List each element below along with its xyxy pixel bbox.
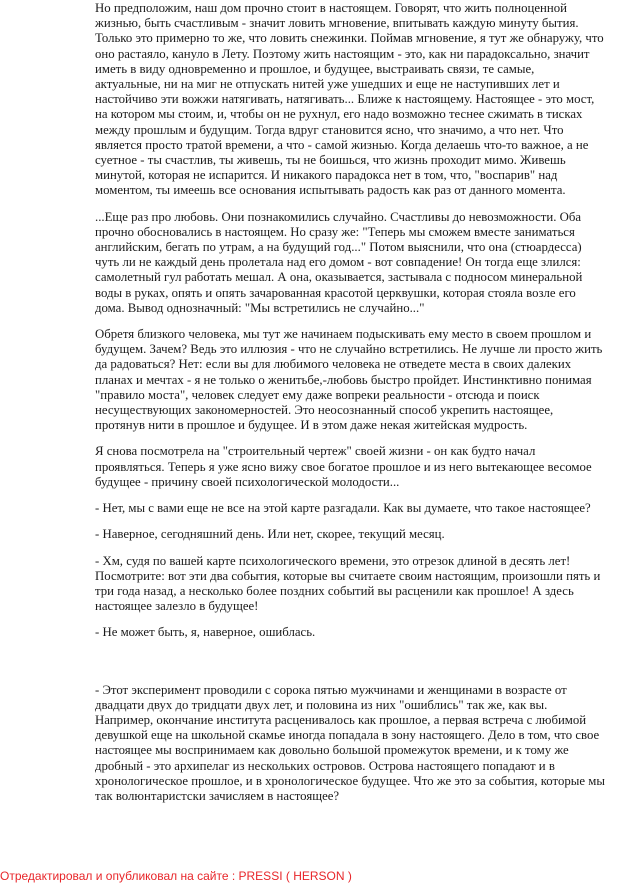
text-line: планах и мечтах - я не только о женитьбе,-любовь быстро пройдет. Инстинктивно понимая — [95, 372, 592, 387]
text-line: настоящее залезло в будущее! — [95, 599, 259, 614]
paragraph — [95, 527, 615, 542]
text-line: так волюнтаристски зачисляем в настоящее? — [95, 788, 340, 803]
text-line: - Нет, мы с вами еще не все на этой карте разгадали. Как вы думаете, что такое настоящее? — [95, 501, 591, 516]
text-line: - Этот эксперимент проводили с сорока пятью мужчинами и женщинами в возрасте от — [95, 682, 567, 697]
text-line: актуальные, ни на миг не отпускать нитей уже ушедших и еще не наступивших лет и — [95, 77, 560, 92]
text-line: настойчиво эти вожжи натягивать, натягивать... Ближе к настоящему. Настоящее - это мост, — [95, 92, 595, 107]
text-line: - Хм, судя по вашей карте психологического времени, это отрезок длиной в десять лет! — [95, 553, 571, 568]
text-line: несуществующих закономерностей. Это неосознанный способ укрепить настоящее, — [95, 403, 554, 418]
text-line: минутой, которая не испарится. И никакого парадокса нет в том, что, "воспарив" над — [95, 168, 558, 183]
text-line: Посмотрите: вот эти два события, которые вы считаете своим настоящим, произошли пять и — [95, 568, 601, 583]
text-line: на котором мы стоим, и, чтобы он не рухнул, его надо возможно теснее сжимать в тисках — [95, 107, 583, 122]
text-line: английским, бегать по утрам, а на будущий год..." Потом выяснили, что она (стюардесса) — [95, 240, 582, 255]
text-line: прочно обосновались в настоящем. Но сразу же: "Теперь мы сможем вместе заниматься — [95, 224, 575, 239]
text-line: будущем. Зачем? Ведь это иллюзия - что не случайно встретились. Не лучше ли просто жить — [95, 342, 603, 357]
paragraph — [95, 1, 615, 199]
text-line: девушкой еще на школьной скамье иногда попадала в зону настоящего. Дело в том, что свое — [95, 728, 600, 743]
text-line: является просто тратой времени, а что - самой жизнью. Когда делаешь что-то важное, а не — [95, 137, 589, 152]
paragraph — [95, 327, 615, 433]
paragraph — [95, 625, 615, 640]
text-line: двадцати двух до тридцати двух лет, и половина из них "ошиблись" так же, как вы. — [95, 697, 548, 712]
text-line: настоящее мы воспринимаем как довольно большой промежуток времени, и к тому же — [95, 743, 569, 758]
text-line: дома. Вывод однозначный: "Мы встретились не случайно..." — [95, 300, 425, 315]
text-line: будущее - причину своей психологической молодости... — [95, 474, 400, 489]
text-line: Я снова посмотрела на "строительный чертеж" своей жизни - он как будто начал — [95, 444, 536, 459]
text-line: протянув нити в прошлое и будущее. И в этом даже некая житейская мудрость. — [95, 418, 528, 433]
text-line: Но предположим, наш дом прочно стоит в настоящем. Говорят, что жить полноценной — [95, 1, 567, 15]
document-body — [95, 1, 615, 815]
text-line: жизнью, быть счастливым - значит ловить мгновение, впитывать каждую минуту бытия. — [95, 16, 579, 31]
text-line: хронологическое прошлое, и в хронологическое будущее. Что же это за события, которые мы — [95, 773, 605, 788]
text-line: проявляться. Теперь я уже ясно вижу свое богатое прошлое и из него вытекающее весомое — [95, 459, 592, 474]
text-line: дробный - это архипелаг из нескольких островов. Острова настоящего попадают и в — [95, 758, 555, 773]
publisher-footer: Отредактировал и опубликовал на сайте : PRESSI ( HERSON ) — [0, 869, 352, 883]
text-line: - Наверное, сегодняшний день. Или нет, скорее, текущий месяц. — [95, 527, 445, 542]
text-line: чуть ли не каждый день пролетала над его домом - вот совпадение! Он тогда еще злился: — [95, 255, 581, 270]
text-line: самолетный гул работать мешал. А она, оказывается, застывала с подносом минеральной — [95, 270, 583, 285]
text-line: иметь в виду одновременно и прошлое, и будущее, выстраивать связи, те самые, — [95, 61, 535, 76]
text-line: воды в руках, опять и опять зачарованная красотой церквушки, которая стояла возле его — [95, 285, 576, 300]
text-line: - Не может быть, я, наверное, ошиблась. — [95, 625, 316, 640]
text-line: Только это примерно то же, что ловить снежинки. Поймав мгновение, я тут же обнаружу, что — [95, 31, 604, 46]
paragraph — [95, 444, 615, 490]
text-line: "правило моста", человек следует ему даже вопреки реальности - отсюда и поиск — [95, 387, 540, 402]
paragraph — [95, 501, 615, 516]
paragraph — [95, 683, 615, 805]
text-line: оно растаяло, кануло в Лету. Поэтому жить настоящим - это, как ни парадоксально, значит — [95, 46, 590, 61]
paragraph — [95, 554, 615, 615]
text-line: суетное - ты счастлив, ты живешь, ты не боишься, что жизнь проходит мимо. Живешь — [95, 153, 566, 168]
text-line: Обретя близкого человека, мы тут же начинаем подыскивать ему место в своем прошлом и — [95, 327, 592, 342]
text-line: между прошлым и будущим. Тогда вдруг становится ясно, что значимо, а что нет. Что — [95, 122, 564, 137]
text-line: три года назад, а несколько более поздних событий вы расценили как прошлое! А здесь — [95, 583, 574, 598]
text-line: да радоваться? Нет: если вы для любимого человека не отведете места в своих далеких — [95, 357, 572, 372]
paragraph — [95, 210, 615, 316]
text-line: ...Еще раз про любовь. Они познакомились случайно. Счастливы до невозможности. Оба — [95, 209, 582, 224]
text-line: моментом, ты имеешь все основания испытывать радость как раз от данного момента. — [95, 183, 566, 198]
blank-space — [95, 652, 615, 683]
text-line: Например, окончание института расценивалось как прошлое, а первая встреча с любимой — [95, 712, 587, 727]
